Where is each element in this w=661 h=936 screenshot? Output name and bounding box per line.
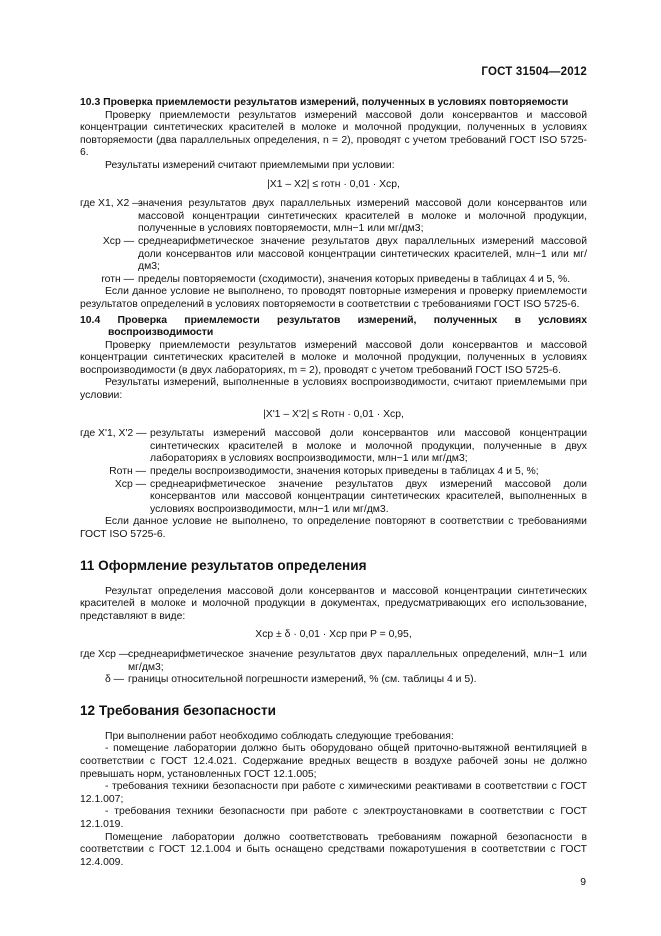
definition-term: где Xср —: [80, 648, 130, 660]
definition-term: δ —: [104, 674, 124, 686]
section-10-4-paragraph-1: Проверку приемлемости результатов измерений массовой доли консервантов и массовой концентрации синтетических красителей в молоке и молочной продукции, полученных в условиях воспроизводимости (в двух лабораториях, m = 2), проводят с учетом требований ГОСТ ISO 5725-6.: [80, 339, 587, 376]
definition-row: [80, 674, 587, 687]
section-11-paragraph-1: Результат определения массовой доли консервантов и массовой концентрации синтетических красителей в молоке и молочной продукции в документах, предусматривающих его использование, представляют в виде:: [80, 585, 587, 622]
definition-text: среднеарифметическое значение результатов двух параллельных измерений массовой доли консервантов или массовой концентрации синтетических красителей, млн−1 или мг/дм3;: [138, 235, 587, 273]
section-11-formula: Xср ± δ · 0,01 · Xср при P = 0,95,: [255, 629, 412, 641]
section-10-4-definitions: [80, 428, 587, 516]
definition-term: где X1, X2 —: [80, 198, 143, 210]
section-11-heading: 11 Оформление результатов определения: [80, 557, 367, 573]
page-number: 9: [580, 877, 586, 888]
section-10-4-paragraph-3: Если данное условие не выполнено, то определение повторяют в соответствии с требованиями ГОСТ ISO 5725-6.: [80, 516, 587, 540]
definition-row: [80, 649, 587, 674]
section-12-paragraph-5: Помещение лаборатории должно соответствовать требованиям пожарной безопасности в соответствии с ГОСТ 12.1.004 и быть оснащено средствами пожаротушения в соответствии с ГОСТ 12.4.009.: [80, 831, 587, 868]
definition-row: [80, 479, 587, 517]
section-12-heading: 12 Требования безопасности: [80, 702, 277, 718]
definition-text: результаты измерений массовой доли консервантов или массовой концентрации синтетических красителей в молоке и молочной продукции, полученные в двух лабораториях в условиях воспроизводимости, млн−1 или мг/дм3;: [150, 428, 587, 465]
section-12-paragraph-3: - требования техники безопасности при работе с химическими реактивами в соответствии с ГОСТ 12.1.007;: [80, 781, 587, 805]
definition-row: [80, 236, 587, 274]
definition-text: среднеарифметическое значение результатов двух измерений массовой доли консервантов или массовой концентрации синтетических красителей, выполненных в условиях воспроизводимости, млн−1 или мг/дм3.: [150, 478, 587, 515]
section-10-3-title: 10.3 Проверка приемлемости результатов измерений, полученных в условиях повторяемости: [80, 97, 569, 108]
section-12-paragraph-4: - требования техники безопасности при работе с электроустановками в соответствии с ГОСТ 12.1.019.: [80, 806, 587, 830]
definition-text: границы относительной погрешности измерений, % (см. таблицы 4 и 5).: [128, 674, 477, 686]
definition-term: где X'1, X'2 —: [80, 428, 147, 440]
page-content: [80, 95, 587, 869]
definition-term: Rотн —: [109, 466, 146, 478]
section-10-3-paragraph-3: Если данное условие не выполнено, то проводят повторные измерения и проверку приемлемости результатов определений в условиях повторяемости в соответствии с требованиями ГОСТ ISO 5725-6.: [80, 286, 587, 310]
section-12-paragraph-2: - помещение лаборатории должно быть оборудовано общей приточно-вытяжной вентиляцией в соответствии с ГОСТ 12.4.021. Содержание вредных веществ в воздухе рабочей зоны не должно превышать норм, установленных ГОСТ 12.1.005;: [80, 743, 587, 780]
definition-row: [80, 428, 587, 466]
definition-text: среднеарифметическое значение результатов двух параллельных определений, млн−1 или мг/дм3;: [128, 648, 587, 673]
section-12-paragraph-1: При выполнении работ необходимо соблюдать следующие требования:: [105, 730, 454, 742]
definition-term: Xср —: [102, 235, 134, 247]
definition-row: [80, 198, 587, 236]
section-10-3-paragraph-1: Проверку приемлемости результатов измерений массовой доли консервантов и массовой концентрации синтетических красителей в молоке и молочной продукции, полученных в условиях повторяемости (два параллельных определения, n = 2), проводят с учетом требований ГОСТ ISO 5725-6.: [80, 109, 587, 159]
section-10-3-definitions: [80, 198, 587, 286]
section-10-4-formula: |X'1 – X'2| ≤ Rотн · 0,01 · Xср,: [263, 408, 404, 420]
section-10-3-paragraph-2: Результаты измерений считают приемлемыми при условии:: [105, 159, 395, 171]
document-header-id: ГОСТ 31504—2012: [481, 66, 587, 78]
definition-text: значения результатов двух параллельных измерений массовой доли консервантов или массовой концентрации синтетических красителей в молоке и молочной продукции, полученные в условиях повторяемости, млн−1 или мг/дм3;: [138, 198, 587, 235]
definition-row: [80, 466, 587, 479]
section-10-4-paragraph-2: Результаты измерений, выполненные в условиях воспроизводимости, считают приемлемыми при условии:: [80, 377, 587, 402]
section-10-4-title: 10.4 Проверка приемлемости результатов измерений, полученных в условиях воспроизводимости: [80, 314, 587, 339]
section-10-3-formula: |X1 – X2| ≤ rотн · 0,01 · Xср,: [267, 178, 400, 190]
definition-text: пределы воспроизводимости, значения которых приведены в таблицах 4 и 5, %;: [150, 466, 539, 478]
definition-term: Xср —: [114, 478, 146, 490]
definition-text: пределы повторяемости (сходимости), значения которых приведены в таблицах 4 и 5, %.: [138, 273, 571, 285]
section-11-definitions: [80, 649, 587, 687]
definition-term: rотн —: [101, 273, 134, 285]
definition-row: [80, 274, 587, 287]
